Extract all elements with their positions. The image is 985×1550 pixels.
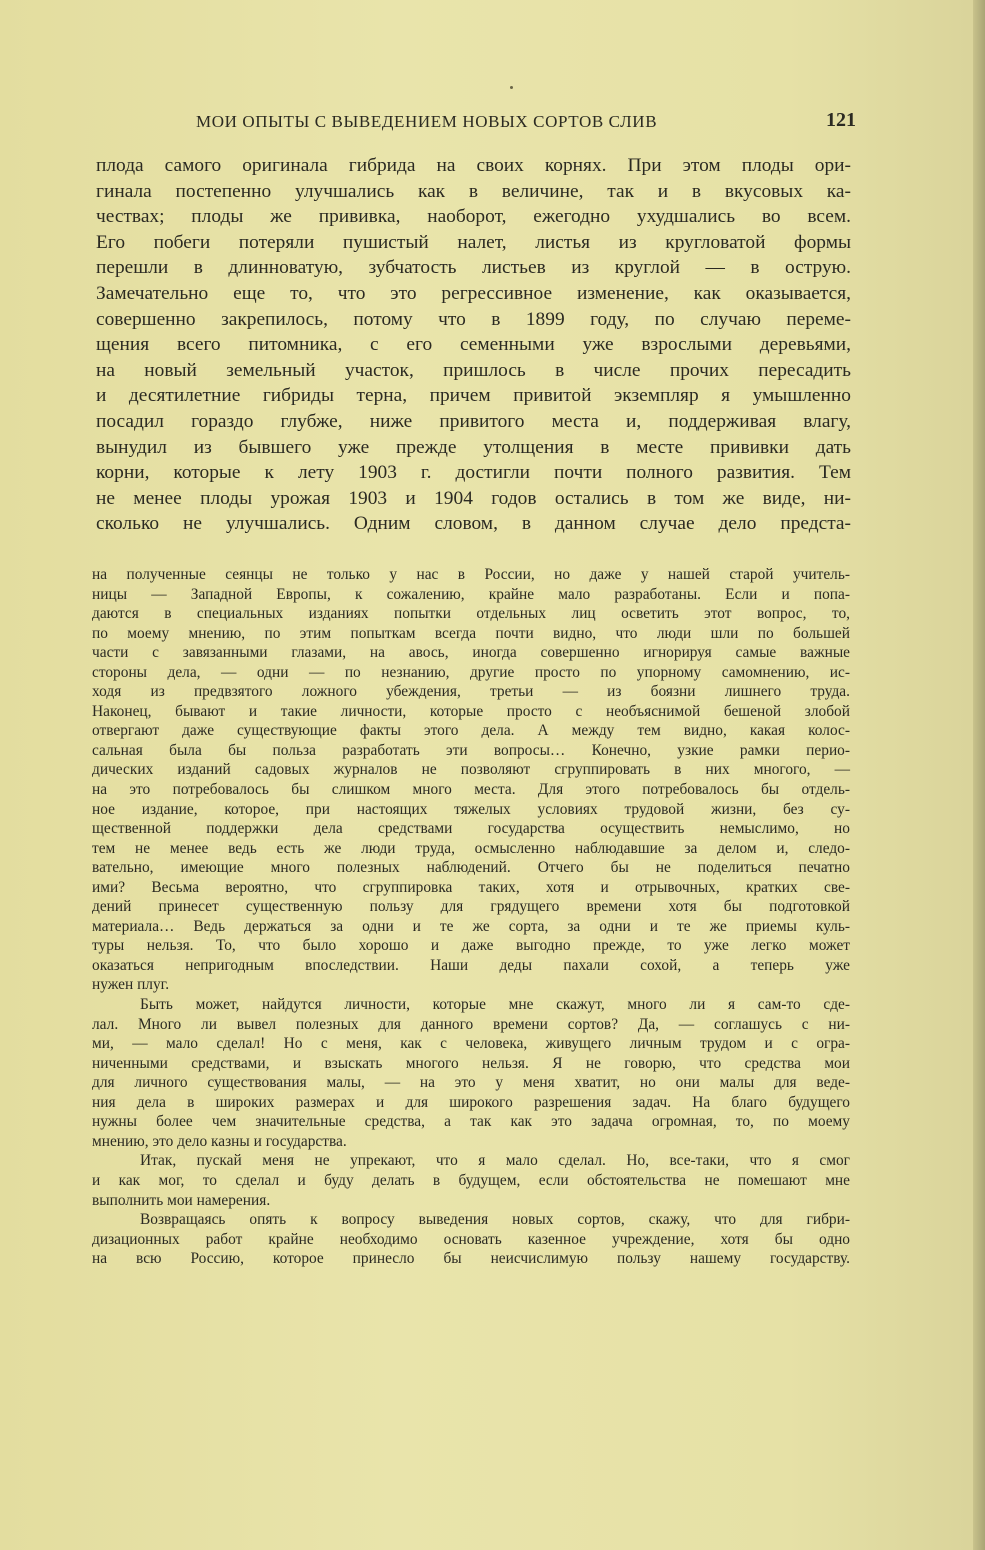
main-text-line: гинала постепенно улучшались как в величине, так и в вкусовых ка- [96, 180, 851, 202]
footnote-line: Итак, пускай меня не упрекают, что я мало сделал. Но, все-таки, что я смог [140, 1152, 850, 1170]
footnote-line: дений принесет существенную пользу для грядущего времени хотя бы подготовкой [92, 898, 850, 916]
main-text-line: щения всего питомника, с его семенными уже взрослыми деревьями, [96, 334, 851, 356]
footnote-line: Быть может, найдутся личности, которые мне скажут, много ли я сам-то сде- [140, 996, 850, 1014]
footnote-line: ницы — Западной Европы, к сожалению, крайне мало разработаны. Если и попа- [92, 585, 850, 603]
footnote-line: тем не менее ведь есть же люди труда, осмысленно наблюдавшие за делом и, следо- [92, 839, 850, 857]
main-text-line: не менее плоды урожая 1903 и 1904 годов остались в том же виде, ни- [96, 487, 851, 509]
main-text-line: сколько не улучшались. Одним словом, в данном случае дело предста- [96, 513, 851, 535]
footnote-line: Возвращаясь опять к вопросу выведения новых сортов, скажу, что для гибри- [140, 1211, 850, 1229]
footnote-line: выполнить мои намерения. [92, 1191, 271, 1209]
footnote-line: даются в специальных изданиях попытки отдельных лиц осветить этот вопрос, то, [92, 605, 850, 623]
footnote-line: ими? Весьма вероятно, что сгруппировка таких, хотя и отрывочных, кратких све- [92, 878, 850, 896]
main-text-line: вынудил из бывшего уже прежде утолщения в месте прививки дать [96, 436, 851, 458]
footnote-line: дизационных работ крайне необходимо основать казенное учреждение, хотя бы одно [92, 1230, 850, 1248]
main-text-line: плода самого оригинала гибрида на своих корнях. При этом плоды ори- [96, 155, 851, 176]
footnote-line: туры нельзя. То, что было хорошо и даже выгодно прежде, то уже легко может [92, 937, 850, 955]
footnote-line: части с завязанными глазами, на авось, иногда совершенно игнорируя самые важные [92, 644, 850, 662]
page-edge-shadow [973, 0, 985, 1550]
footnote-line: нужны более чем значительные средства, а так как это задача огромная, то, по моему [92, 1113, 850, 1131]
footnote-line: ное издание, которое, при настоящих тяжелых условиях трудовой жизни, без су- [92, 800, 850, 818]
footnote-line: ния дела в широких размерах и для широкого разрешения задач. На благо будущего [92, 1093, 850, 1111]
footnote-line: отвергают даже существующие факты этого дела. А между тем видно, какая колос- [92, 722, 850, 740]
footnote-line: ходя из предвзятого ложного убеждения, третьи — из боязни лишнего труда. [92, 683, 850, 701]
footnote-line: мнению, это дело казны и государства. [92, 1132, 347, 1150]
footnote-text [92, 565, 850, 1269]
footnote-line: нужен плуг. [92, 976, 170, 994]
main-text-line: перешли в длинноватую, зубчатость листьев из круглой — в острую. [96, 257, 851, 279]
footnote-line: на полученные сеянцы не только у нас в России, но даже у нашей старой учитель- [92, 566, 850, 583]
footnote-line: на всю Россию, которое принесло бы неисчислимую пользу нашему государству. [92, 1250, 850, 1268]
footnote-line: лал. Много ли вывел полезных для данного времени сортов? Да, — соглашусь с ни- [92, 1015, 850, 1033]
main-text-line: и десятилетние гибриды терна, причем привитой экземпляр я умышленно [96, 385, 851, 407]
main-text-line: Замечательно еще то, что это регрессивное изменение, как оказывается, [96, 282, 851, 304]
footnote-line: вательно, имеющие много полезных наблюдений. Отчего бы не поделиться печатно [92, 859, 850, 877]
page-number: 121 [826, 109, 856, 131]
running-title: МОИ ОПЫТЫ С ВЫВЕДЕНИЕМ НОВЫХ СОРТОВ СЛИВ [196, 112, 658, 131]
footnote-line: и как мог, то сделал и буду делать в будущем, если обстоятельства не помешают мне [92, 1171, 850, 1189]
page-header [96, 109, 856, 140]
main-text-line: Его побеги потеряли пушистый налет, листья из кругловатой формы [96, 231, 851, 253]
print-speck [510, 86, 513, 89]
footnote-line: ми, — мало сделал! Но с меня, как с человека, живущего личным трудом и с огра- [92, 1035, 850, 1053]
main-text-line: посадил гораздо глубже, ниже привитого места и, поддерживая влагу, [96, 410, 851, 432]
footnote-line: материала… Ведь держаться за одни и те же сорта, за одни и те же приемы куль- [92, 917, 850, 935]
footnote-line: по моему мнению, по этим попыткам всегда почти видно, что люди шли по большей [92, 624, 850, 642]
main-text-line: совершенно закрепилось, потому что в 1899 году, по случаю переме- [96, 308, 851, 330]
main-text-line: корни, которые к лету 1903 г. достигли почти полного развития. Тем [96, 462, 851, 484]
footnote-line: оказаться непригодным впоследствии. Наши деды пахали сохой, а теперь уже [92, 956, 850, 974]
footnote-line: на это потребовалось бы слишком много места. Для этого потребовалось бы отдель- [92, 781, 850, 799]
main-text-line: на новый земельный участок, пришлось в числе прочих пересадить [96, 359, 851, 381]
footnote-line: щественной поддержки дела средствами государства осуществить немыслимо, но [92, 820, 850, 838]
main-body-text [96, 153, 851, 537]
footnote-line: сальная была бы польза разработать эти вопросы… Конечно, узкие рамки перио- [92, 741, 850, 759]
footnote-line: стороны дела, — одни — по незнанию, другие просто по упорному самомнению, ис- [92, 663, 850, 681]
main-text-line: чествах; плоды же прививка, наоборот, ежегодно ухудшались во всем. [96, 206, 851, 228]
footnote-line: для личного существования малы, — на это у меня хватит, но они малы для веде- [92, 1074, 850, 1092]
footnote-line: Наконец, бывают и такие личности, которые просто с необъяснимой бешеной злобой [92, 702, 850, 720]
footnote-line: ниченными средствами, и взыскать многого нельзя. Я не говорю, что средства мои [92, 1054, 850, 1072]
footnote-line: дических изданий садовых журналов не позволяют сгруппировать в них многого, — [92, 761, 850, 779]
